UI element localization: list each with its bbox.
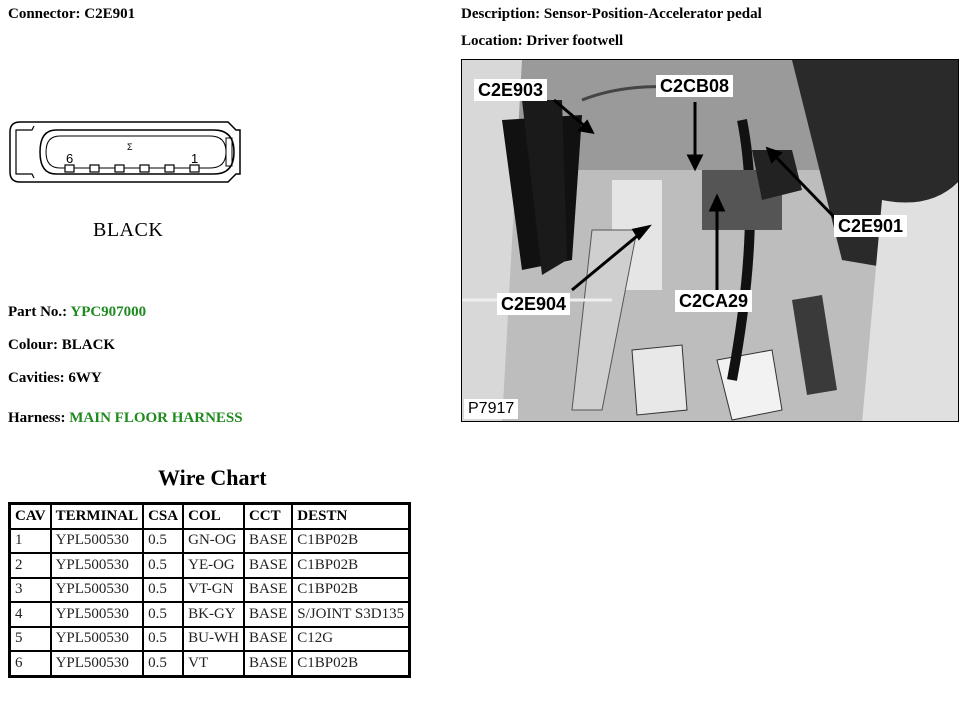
- cell-destn: C1BP02B: [292, 553, 409, 578]
- cavity-6: [65, 165, 74, 172]
- callout-c2e903: C2E903: [474, 79, 547, 101]
- cell-destn: C12G: [292, 627, 409, 652]
- connector-face-diagram: [8, 118, 248, 198]
- cavity-5: [90, 165, 99, 172]
- table-row: [10, 627, 410, 652]
- cell-destn: C1BP02B: [292, 651, 409, 676]
- cavity-4: [115, 165, 124, 172]
- wire-chart-table: [8, 502, 411, 678]
- header-cav: CAV: [10, 504, 51, 529]
- cell-csa: 0.5: [143, 529, 183, 554]
- cell-csa: 0.5: [143, 553, 183, 578]
- cell-cct: BASE: [244, 553, 292, 578]
- header-col: COL: [183, 504, 244, 529]
- footwell-illustration: [462, 60, 959, 422]
- callout-c2ca29: C2CA29: [675, 290, 752, 312]
- cell-cct: BASE: [244, 651, 292, 676]
- cavity-3: [140, 165, 149, 172]
- header-csa: CSA: [143, 504, 183, 529]
- cell-destn: C1BP02B: [292, 529, 409, 554]
- pin-label-6: 6: [66, 151, 74, 166]
- cell-cav: 4: [10, 602, 51, 627]
- table-header-row: [10, 504, 410, 529]
- cell-col: GN-OG: [183, 529, 244, 554]
- header-cct: CCT: [244, 504, 292, 529]
- cavity-2: [165, 165, 174, 172]
- photo-reference: P7917: [464, 399, 518, 419]
- cavity-1: [190, 165, 199, 172]
- description: Description: Sensor-Position-Accelerator pedal: [461, 6, 762, 22]
- table-row: [10, 651, 410, 676]
- connector-colour-label: BLACK: [93, 219, 164, 241]
- cell-col: VT-GN: [183, 578, 244, 603]
- cell-col: VT: [183, 651, 244, 676]
- header-terminal: TERMINAL: [51, 504, 144, 529]
- cell-terminal: YPL500530: [51, 553, 144, 578]
- callout-c2e904: C2E904: [497, 293, 570, 315]
- location: Location: Driver footwell: [461, 33, 624, 49]
- callout-c2cb08: C2CB08: [656, 75, 733, 97]
- cell-cav: 5: [10, 627, 51, 652]
- cell-cct: BASE: [244, 578, 292, 603]
- cell-cct: BASE: [244, 602, 292, 627]
- cell-cav: 3: [10, 578, 51, 603]
- cell-cav: 2: [10, 553, 51, 578]
- part-number: Part No.: YPC907000: [8, 304, 147, 320]
- cell-cav: 1: [10, 529, 51, 554]
- connector-id: Connector: C2E901: [8, 6, 136, 22]
- cell-csa: 0.5: [143, 651, 183, 676]
- cell-col: BK-GY: [183, 602, 244, 627]
- cavities: Cavities: 6WY: [8, 370, 102, 386]
- cell-destn: S/JOINT S3D135: [292, 602, 409, 627]
- cell-terminal: YPL500530: [51, 578, 144, 603]
- cell-terminal: YPL500530: [51, 627, 144, 652]
- wire-chart-title: Wire Chart: [158, 465, 267, 490]
- cell-cav: 6: [10, 651, 51, 676]
- table-row: [10, 529, 410, 554]
- cell-csa: 0.5: [143, 578, 183, 603]
- cell-col: BU-WH: [183, 627, 244, 652]
- cell-cct: BASE: [244, 627, 292, 652]
- table-row: [10, 578, 410, 603]
- cell-destn: C1BP02B: [292, 578, 409, 603]
- table-row: [10, 553, 410, 578]
- cell-col: YE-OG: [183, 553, 244, 578]
- harness: Harness: MAIN FLOOR HARNESS: [8, 410, 243, 426]
- cell-terminal: YPL500530: [51, 529, 144, 554]
- key-mark: Σ: [127, 142, 133, 152]
- cell-csa: 0.5: [143, 602, 183, 627]
- table-row: [10, 602, 410, 627]
- cell-csa: 0.5: [143, 627, 183, 652]
- cell-terminal: YPL500530: [51, 651, 144, 676]
- callout-c2e901: C2E901: [834, 215, 907, 237]
- pin-label-1: 1: [191, 151, 199, 166]
- colour: Colour: BLACK: [8, 337, 116, 353]
- cell-cct: BASE: [244, 529, 292, 554]
- cell-terminal: YPL500530: [51, 602, 144, 627]
- header-destn: DESTN: [292, 504, 409, 529]
- location-photo: [461, 59, 959, 422]
